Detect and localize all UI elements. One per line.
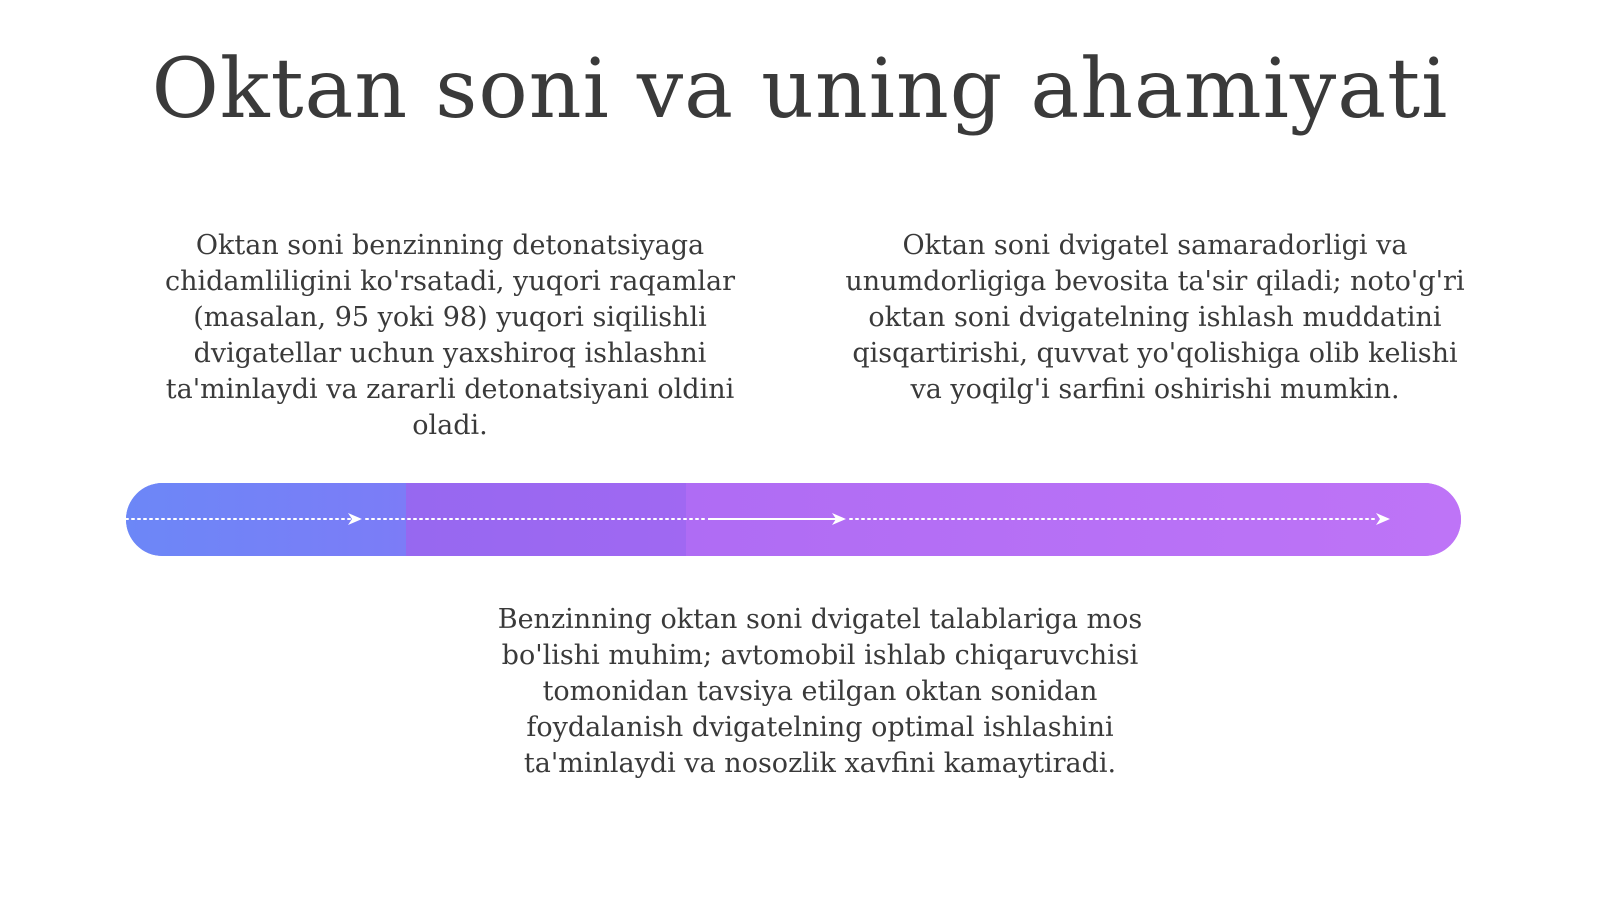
chevron-right-icon (1376, 513, 1390, 525)
paragraph-right: Oktan soni dvigatel samaradorligi va unumdorligiga bevosita ta'sir qiladi; noto'g'ri oktan soni dvigatelning ishlash muddatini qisqartirishi, quvvat yo'qolishiga olib kelishi va yoqilg'i sarfini oshirishi mumkin. (845, 230, 1465, 405)
timeline-bar (126, 483, 1461, 556)
slide-title: Oktan soni va uning ahamiyati (151, 42, 1449, 137)
timeline-arrows (126, 483, 1461, 556)
paragraph-left: Oktan soni benzinning detonatsiyaga chidamliligini ko'rsatadi, yuqori raqamlar (masalan, 95 yoki 98) yuqori siqilishli dvigatellar uchun yaxshiroq ishlashni ta'minlaydi va zararli detonatsiyani oldini oladi. (164, 230, 736, 441)
paragraph-bottom: Benzinning oktan soni dvigatel talablariga mos bo'lishi muhim; avtomobil ishlab chiqaruvchisi tomonidan tavsiya etilgan oktan sonidan foydalanish dvigatelning optimal ishlashini ta'minlaydi va nosozlik xavfini kamaytiradi. (497, 604, 1143, 779)
